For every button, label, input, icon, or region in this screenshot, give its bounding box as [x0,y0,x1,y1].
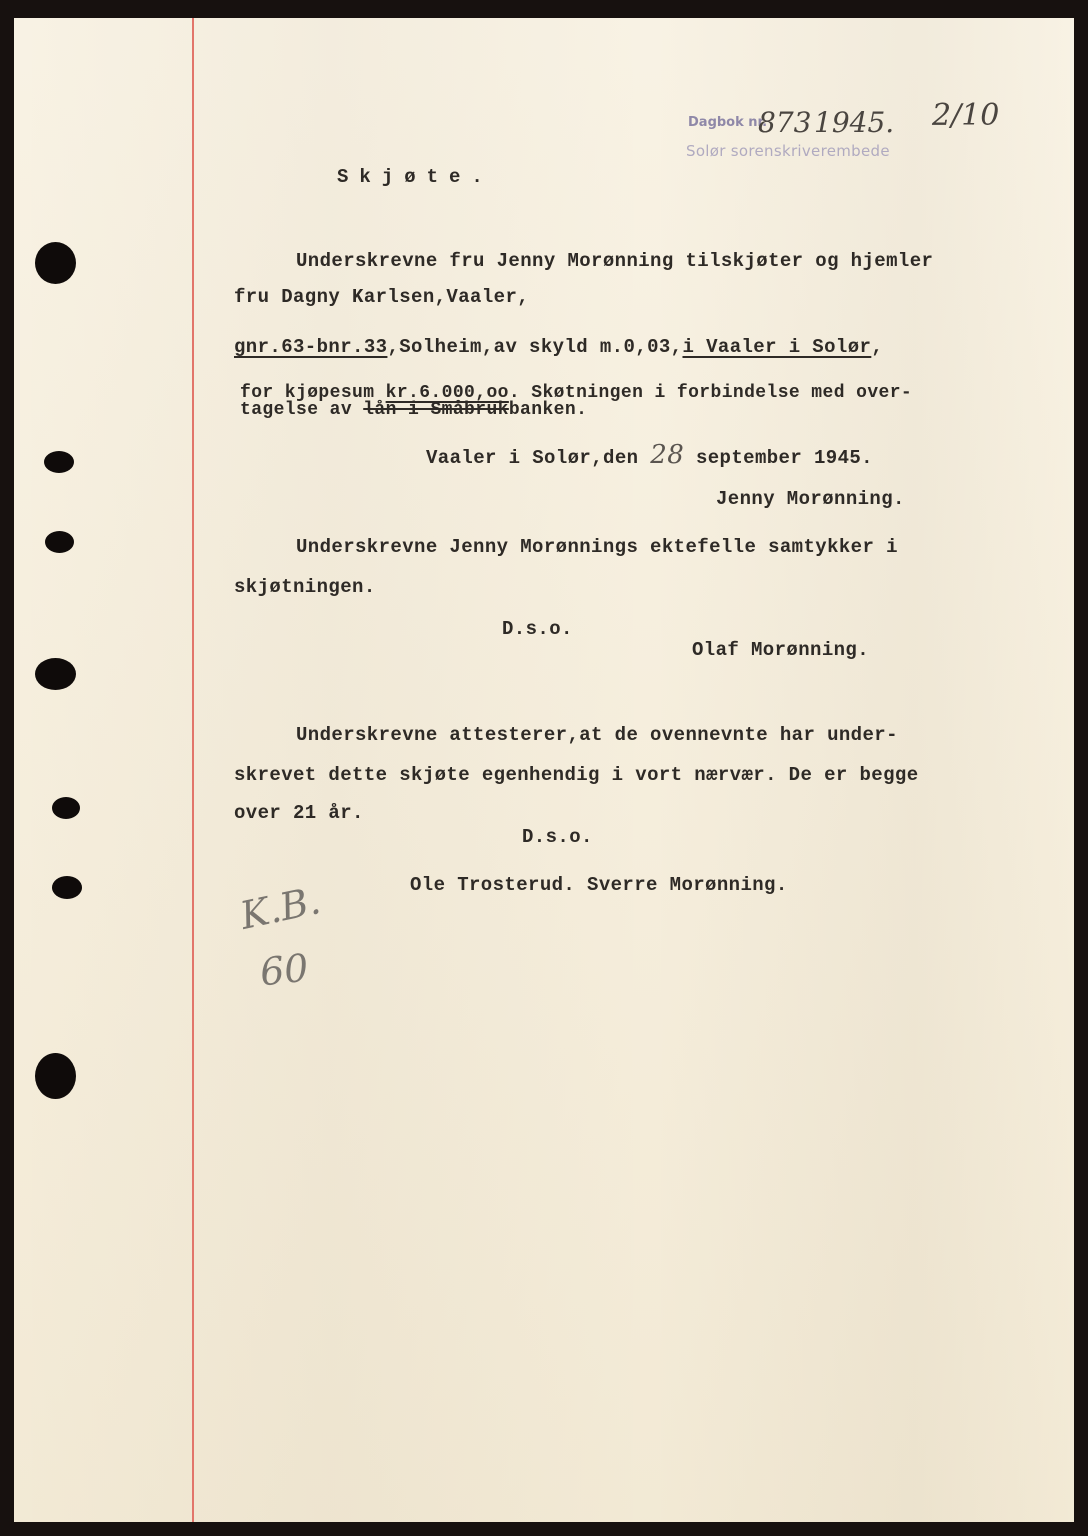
property-location: i Vaaler i Solør [682,336,872,358]
paragraph1-line5 [240,400,587,420]
pencil-annotation-kb: K.B. [236,878,325,938]
paragraph2-line2: skjøtningen. [234,576,376,598]
paragraph1-line2: fru Dagny Karlsen,Vaaler, [234,286,530,308]
document-title: Skjøte. [337,166,494,188]
dso-2: D.s.o. [522,826,593,848]
punch-hole [35,1053,76,1099]
place-date-prefix: Vaaler i Solør,den [426,447,651,469]
pencil-annotation-number: 60 [257,945,311,995]
registry-number: 873 [758,106,812,139]
paragraph1-line1: Underskrevne fru Jenny Morønning tilskjøter og hjemler [296,250,934,272]
punch-hole [52,797,80,819]
signature-jenny: Jenny Morønning. [716,488,905,510]
signature-olaf: Olaf Morønning. [692,639,870,661]
registry-stamp-label: Dagbok nr. [688,115,768,130]
punch-hole [35,242,76,284]
takeover-label: tagelse av [240,400,364,420]
paragraph3-line3: over 21 år. [234,802,364,824]
dso-1: D.s.o. [502,618,573,640]
property-details: ,Solheim,av skyld m.0,03, [387,336,683,358]
place-date-suffix: september 1945. [684,447,873,469]
registry-year: 1945. [814,106,895,139]
paragraph1-line3 [234,336,883,358]
paragraph1-line4-rest: . Skøtningen i forbindelse med over- [508,383,913,403]
registry-office: Solør sorenskriverembede [686,142,890,160]
paragraph2-line1: Underskrevne Jenny Morønnings ektefelle samtykker i [296,536,898,558]
witness-signatures: Ole Trosterud. Sverre Morønning. [410,874,788,896]
purchase-amount: kr.6.000,oo [385,383,509,403]
bank-text: banken. [508,400,588,420]
handwritten-day: 28 [650,440,685,470]
paragraph3-line1: Underskrevne attesterer,at de ovennevnte har under- [296,724,898,746]
punch-hole [52,876,82,899]
property-id: gnr.63-bnr.33 [234,336,388,358]
document-page [14,18,1074,1522]
punch-hole [45,531,74,553]
red-margin-line [192,18,194,1522]
paragraph3-line2: skrevet dette skjøte egenhendig i vort nærvær. De er begge [234,764,919,786]
place-date-line [426,440,873,470]
punch-hole [44,451,74,473]
punch-hole [35,658,76,690]
punctuation: , [871,336,884,358]
registry-date-note: 2/10 [932,98,1000,133]
struck-text: lån i Småbruk [363,400,509,420]
purchase-label: for kjøpesum [240,383,386,403]
